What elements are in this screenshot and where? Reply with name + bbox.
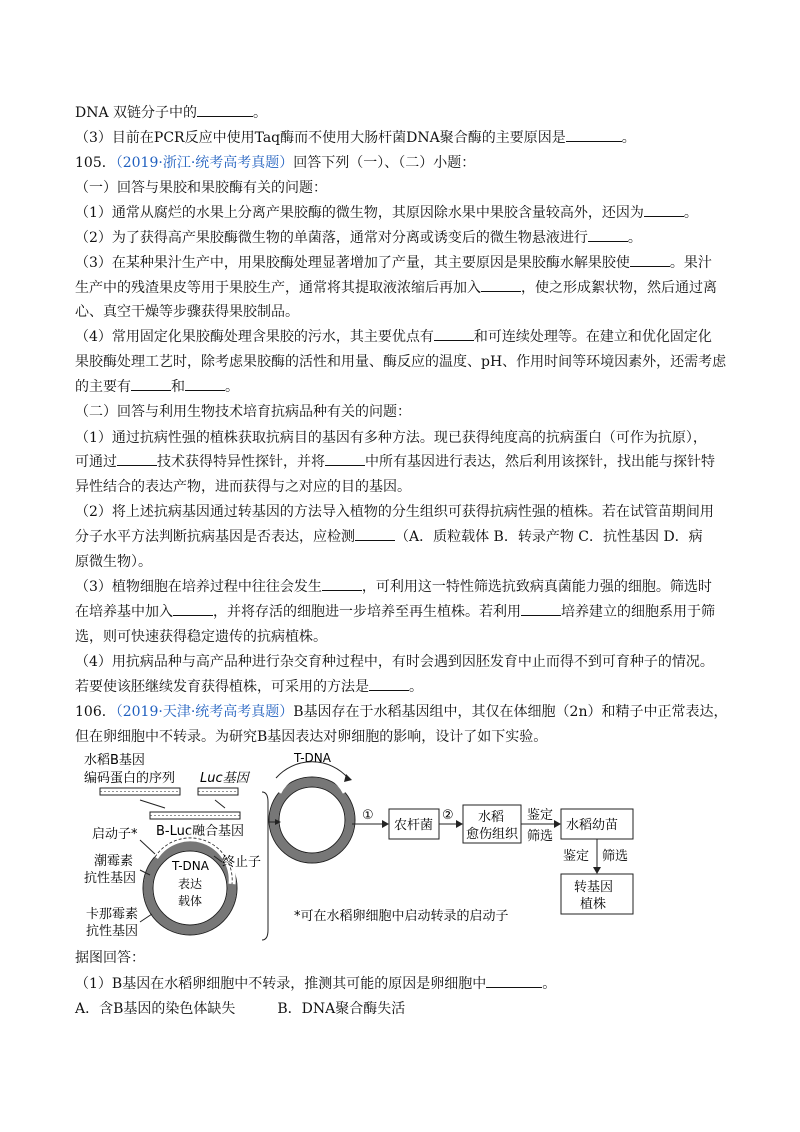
- answer-blank[interactable]: [197, 104, 253, 117]
- answer-blank[interactable]: [322, 578, 362, 591]
- line-text: 的主要有: [75, 379, 131, 395]
- answer-blank[interactable]: [566, 129, 622, 142]
- answer-blank[interactable]: [131, 378, 171, 391]
- line-text: 中所有基因进行表达，然后利用该探针，找出能与探针特: [365, 454, 715, 470]
- line-text: 据图回答：: [75, 950, 145, 966]
- line-text: 分子水平方法判断抗病基因是否表达，应检测: [75, 529, 355, 545]
- callus-label-1: 水稻: [478, 810, 505, 825]
- question-line: [75, 153, 475, 173]
- line-text: （1）通常从腐烂的水果上分离产果胶酶的微生物，其原因除水果中果胶含量较高外，还因为: [75, 205, 644, 221]
- line-text: （2）为了获得高产果胶酶微生物的单菌落，通常对分离或诱变后的微生物悬液进行: [75, 230, 588, 246]
- question-line: [75, 178, 327, 198]
- line-text: （一）回答与果胶和果胶酶有关的问题：: [75, 180, 327, 196]
- line-text: （2）将上述抗病基因通过转基因的方法导入植物的分生组织可获得抗病性强的植株。若在试管苗期间用: [75, 504, 714, 520]
- answer-blank[interactable]: [644, 204, 684, 217]
- line-text: 若要使该胚继续发育获得植株，可采用的方法是: [75, 679, 369, 695]
- answer-blank[interactable]: [185, 378, 225, 391]
- callus-label-2: 愈伤组织: [466, 827, 519, 842]
- line-text: 。: [621, 130, 636, 146]
- question-source[interactable]: （2019·浙江·统考高考真题）: [115, 155, 294, 171]
- line-text: 培养建立的细胞系用于筛: [561, 604, 715, 620]
- line-text: 和: [171, 379, 185, 395]
- label-coding-seq: 编码蛋白的序列: [84, 771, 176, 786]
- line-text: 心、真空干燥等步骤获得果胶制品。: [75, 304, 299, 320]
- line-text: 回答下列（一）、（二）小题：: [293, 155, 476, 171]
- line-text: （1）通过抗病性强的植株获取抗病目的基因有多种方法。现已获得纯度高的抗病蛋白（可作为抗原），: [75, 430, 707, 446]
- answer-blank[interactable]: [117, 453, 157, 466]
- label-hyg-2: 抗性基因: [84, 871, 137, 886]
- line-text: （3）在某种果汁生产中，用果胶酶处理显著增加了产量，其主要原因是果胶酶水解果胶使: [75, 255, 630, 271]
- question-line: [75, 352, 726, 372]
- line-text: 。: [409, 679, 423, 695]
- question-line: [75, 278, 717, 298]
- question-line: [75, 974, 556, 994]
- line-text: 原微生物）。: [75, 554, 152, 570]
- answer-blank[interactable]: [369, 678, 409, 691]
- transgenic-label-1: 转基因: [574, 880, 614, 895]
- question-number: 106．: [75, 704, 116, 720]
- line-text: （3）植物细胞在培养过程中往往会发生: [75, 579, 322, 595]
- question-line: [75, 677, 423, 697]
- question-line: [75, 327, 712, 347]
- question-line: [75, 602, 715, 622]
- line-text: 在培养基中加入: [75, 604, 173, 620]
- vector-label-3: 载体: [178, 894, 203, 908]
- label-luc-gene: Luc基因: [200, 771, 249, 786]
- question-line: [75, 652, 714, 672]
- label-kan-1: 卡那霉素: [86, 907, 139, 922]
- line-text: （4）用抗病品种与高产品种进行杂交育种过程中，有时会遇到因胚发育中止而得不到可育种子的情况。: [75, 654, 714, 670]
- line-text: 。: [253, 105, 268, 121]
- experiment-diagram: [0, 742, 800, 962]
- line-text: （1）B基因在水稻卵细胞中不转录，推测其可能的原因是卵细胞中: [75, 976, 487, 992]
- answer-blank[interactable]: [630, 254, 670, 267]
- question-line: [75, 552, 152, 572]
- label-kan-2: 抗性基因: [86, 924, 139, 939]
- question-line: [75, 502, 714, 522]
- question-line: [75, 527, 703, 547]
- line-text: （3）目前在PCR反应中使用Taq酶而不使用大肠杆菌DNA聚合酶的主要原因是: [75, 130, 566, 146]
- question-line: [75, 428, 707, 448]
- answer-blank[interactable]: [588, 229, 628, 242]
- step-1-label: ①: [362, 808, 374, 823]
- question-line: [75, 377, 239, 397]
- question-number: 105．: [75, 155, 116, 171]
- label-tdna: T-DNA: [294, 751, 331, 765]
- label-rice-b-gene: 水稻B基因: [84, 753, 145, 768]
- identify-label-3: 鉴定: [563, 849, 590, 864]
- vector-label-1: T-DNA: [172, 859, 209, 873]
- line-text: 果胶酶处理工艺时，除考虑果胶酶的活性和用量、酶反应的温度、pH、作用时间等环境因素外，还需考虑: [75, 354, 727, 370]
- answer-blank[interactable]: [486, 975, 542, 988]
- line-text: 但在卵细胞中不转录。为研究B基因表达对卵细胞的影响，设计了如下实验。: [75, 729, 548, 745]
- question-line: [75, 402, 411, 422]
- line-text: 技术获得特异性探针，并将: [157, 454, 325, 470]
- label-terminator: 终止子: [222, 855, 262, 870]
- question-line: [75, 203, 698, 223]
- line-text: ，可利用这一特性筛选抗致病真菌能力强的细胞。筛选时: [361, 579, 712, 595]
- line-text: 。: [683, 205, 698, 221]
- answer-blank[interactable]: [355, 528, 395, 541]
- transgenic-label-2: 植株: [580, 897, 607, 912]
- question-line: [75, 128, 636, 148]
- answer-blank[interactable]: [481, 279, 521, 292]
- line-text: 。: [627, 230, 642, 246]
- identify-label-1: 鉴定: [527, 808, 554, 823]
- question-line: [75, 477, 411, 497]
- question-line: [75, 702, 727, 722]
- line-text: B基因存在于水稻基因组中，其仅在体细胞（2n）和精子中正常表达，: [293, 704, 728, 720]
- line-text: 选，则可快速获得稳定遗传的抗病植株。: [75, 629, 327, 645]
- question-line: [75, 999, 405, 1019]
- line-text: 。: [542, 976, 557, 992]
- question-line: [75, 627, 327, 647]
- question-line: [75, 452, 715, 472]
- line-text: （二）回答与利用生物技术培育抗病品种有关的问题：: [75, 404, 411, 420]
- question-line: [75, 103, 267, 123]
- identify-label-4: 筛选: [602, 849, 629, 864]
- seedling-label: 水稻幼苗: [566, 818, 619, 833]
- question-source[interactable]: （2019·天津·统考高考真题）: [115, 704, 294, 720]
- line-text: 。果汁: [669, 255, 712, 271]
- line-text: 。: [225, 379, 239, 395]
- question-line: [75, 302, 299, 322]
- label-hyg-1: 潮霉素: [94, 854, 134, 869]
- line-text: ，并将存活的细胞进一步培养至再生植株。若利用: [213, 604, 521, 620]
- answer-blank[interactable]: [173, 603, 213, 616]
- answer-blank[interactable]: [434, 328, 474, 341]
- tdna-plasmid-ring: [274, 782, 350, 858]
- question-line: [75, 253, 712, 273]
- step-2-label: ②: [442, 808, 454, 823]
- line-text: ，使之形成絮状物，然后通过离: [521, 280, 717, 296]
- question-line: [75, 228, 642, 248]
- identify-label-2: 筛选: [527, 829, 554, 844]
- line-text: 异性结合的表达产物，进而获得与之对应的目的基因。: [75, 479, 411, 495]
- label-fusion-gene: B-Luc融合基因: [156, 824, 245, 839]
- line-text: （A．质粒载体 B．转录产物 C．抗性基因 D．病: [395, 529, 703, 545]
- answer-blank[interactable]: [521, 603, 561, 616]
- promoter-footnote: *可在水稻卵细胞中启动转录的启动子: [294, 909, 509, 924]
- line-text: 生产中的残渣果皮等用于果胶生产，通常将其提取液浓缩后再加入: [75, 280, 481, 296]
- line-text: A．含B基因的染色体缺失 B．DNA聚合酶失活: [75, 1001, 406, 1017]
- line-text: 可通过: [75, 454, 117, 470]
- question-line: [75, 577, 712, 597]
- line-text: 和可连续处理等。在建立和优化固定化: [473, 329, 712, 345]
- label-promoter: 启动子*: [92, 827, 138, 842]
- agrobacterium-label: 农杆菌: [394, 818, 434, 833]
- vector-label-2: 表达: [178, 877, 203, 891]
- line-text: （4）常用固定化果胶酶处理含果胶的污水，其主要优点有: [75, 329, 434, 345]
- answer-blank[interactable]: [325, 453, 365, 466]
- line-text: DNA 双链分子中的: [75, 105, 198, 121]
